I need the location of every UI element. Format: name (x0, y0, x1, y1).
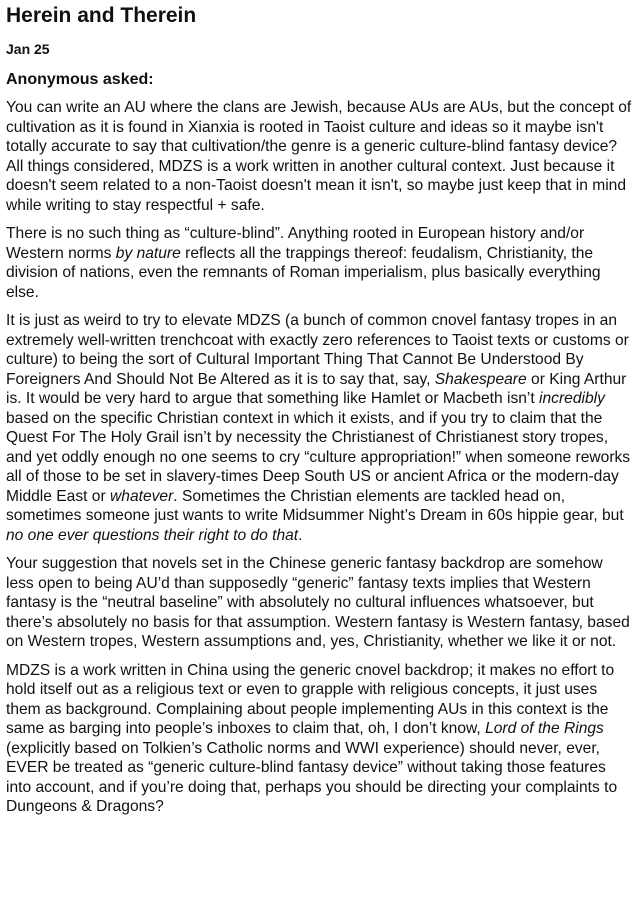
question-text: You can write an AU where the clans are Jewish, because AUs are AUs, but the concept of cultivation as it is found in Xianxia is rooted in Taoist culture and ideas so it maybe isn't totally accurate to say that cultivation/the genre is a generic culture-blind fantasy device? All things considered, MDZS is a work written in another cultural context. Just because it doesn't seem related to a non-Taoist doesn't mean it isn't, so maybe just keep that in mind while writing to stay respectful + safe. (6, 99, 632, 214)
post-date[interactable]: Jan 25 (6, 41, 50, 57)
asker-name[interactable]: Anonymous (6, 71, 99, 88)
asked-label: asked: (98, 71, 154, 88)
post-title[interactable]: Herein and Therein (6, 4, 197, 27)
asker-line (6, 70, 634, 90)
answer-paragraph-2: It is just as weird to try to elevate MDZS (a bunch of common cnovel fantasy tropes in an extremely well-written trenchcoat with exactly zero references to Taoist texts or customs or culture) to being the sort of Cultural Important Thing That Cannot Be Understood By Foreigners And Should Not Be Altered as it is to say that, say, Shakespeare or King Arthur is. It would be very hard to argue that something like Hamlet or Macbeth isn’t incredibly based on the specific Christian context in which it exists, and if you try to claim that the Quest For The Holy Grail isn’t by necessity the Christianest of Christianest story tropes, and yet oddly enough no one seems to cry “culture appropriation!” when someone reworks all of those to be set in slavery-times Deep South US or ancient Africa or the modern-day Middle East or whatever. Sometimes the Christian elements are tackled head on, sometimes someone just wants to write Midsummer Night’s Dream in 60s hippie gear, but no one ever questions their right to do that. (6, 312, 631, 544)
answer-paragraph-1: There is no such thing as “culture-blind”. Anything rooted in European history and/or Western norms by nature reflects all the trappings thereof: feudalism, Christianity, the division of nations, even the remnants of Roman imperialism, plus basically everything else. (6, 225, 601, 301)
answer-paragraph-3: Your suggestion that novels set in the Chinese generic fantasy backdrop are somehow less open to being AU’d than supposedly “generic” fantasy texts implies that Western fantasy is the “neutral baseline” with absolutely no cultural influences whatsoever, but there’s absolutely no basis for that assumption. Western fantasy is Western fantasy, based on Western tropes, Western assumptions and, yes, Christianity, whether we like it or not. (6, 555, 630, 650)
answer-paragraph-4: MDZS is a work written in China using the generic cnovel backdrop; it makes no effort to hold itself out as a religious text or even to grapple with religious concepts, it just uses them as background. Complaining about people implementing AUs in this context is the same as barging into people’s inboxes to claim that, oh, I don’t know, Lord of the Rings (explicitly based on Tolkien’s Catholic norms and WWI experience) should never, ever, EVER be treated as “generic culture-blind fantasy device” without taking those features into account, and if you’re doing that, perhaps you should be directing your complaints to Dungeons & Dragons? (6, 661, 618, 815)
